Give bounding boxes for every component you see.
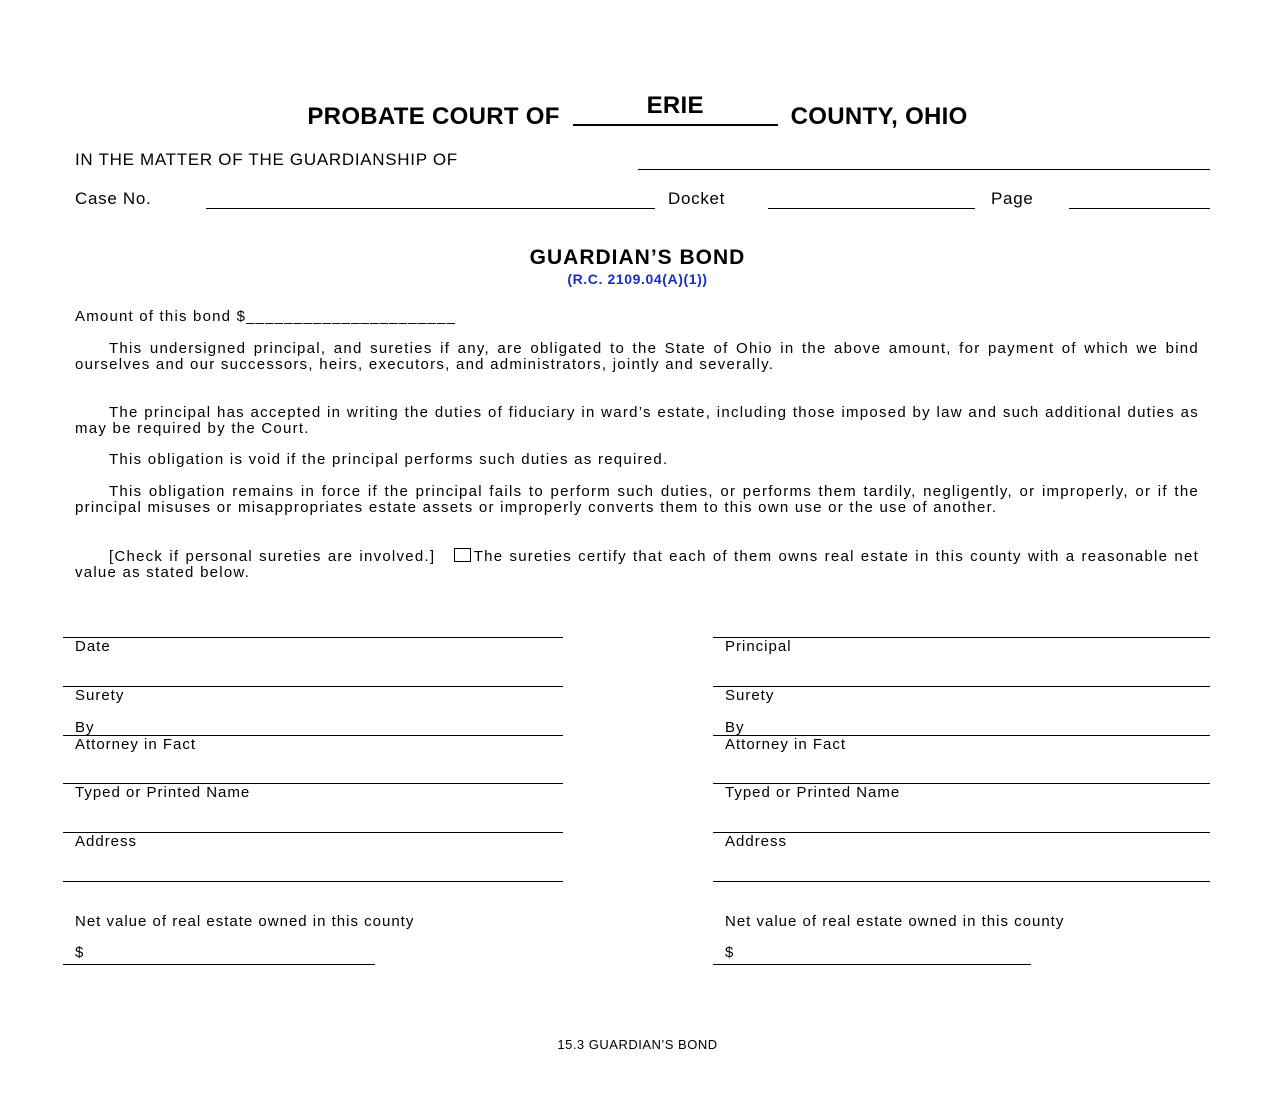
obligation-paragraph: This undersigned principal, and sureties if any, are obligated to the State of Ohio in the above amount, for payment of which we bind ourselves and our successors, heirs, executors, and administrators, jointly and severally.	[75, 340, 1199, 373]
county-field[interactable]	[573, 92, 778, 126]
form-title: GUARDIAN’S BOND	[529, 246, 746, 269]
void-paragraph: This obligation is void if the principal performs such duties as required.	[109, 451, 669, 468]
force-paragraph: This obligation remains in force if the principal fails to perform such duties, or performs them tardily, negligently, or improperly, or if the principal misuses or misappropriates estate assets or improperly converts them to this own use or the use of another.	[75, 483, 1199, 516]
form-footer-id: 15.3 GUARDIAN’S BOND	[557, 1037, 718, 1052]
surety-paragraph	[75, 548, 1199, 581]
principal-label: Principal	[725, 638, 792, 655]
date-label: Date	[75, 638, 111, 655]
duties-paragraph: The principal has accepted in writing the duties of fiduciary in ward’s estate, including those imposed by law and such additional duties as may be required by the Court.	[75, 404, 1199, 437]
bond-amount-field[interactable]: Amount of this bond $______________________	[75, 308, 457, 325]
court-title	[0, 92, 1275, 131]
net-value-label-right: Net value of real estate owned in this county	[725, 913, 1065, 930]
by-label-right: By	[725, 719, 745, 736]
county-value: ERIE	[646, 92, 704, 119]
date-line[interactable]	[63, 637, 563, 638]
typed-name-label-left: Typed or Printed Name	[75, 784, 251, 801]
address-label-left: Address	[75, 833, 138, 850]
address-line2-left[interactable]	[63, 881, 563, 882]
matter-label: IN THE MATTER OF THE GUARDIANSHIP OF	[75, 150, 458, 169]
page-label: Page	[991, 189, 1034, 208]
statute-reference: (R.C. 2109.04(A)(1))	[567, 271, 708, 287]
surety-label-right: Surety	[725, 687, 775, 704]
surety-label-left: Surety	[75, 687, 125, 704]
case-field[interactable]	[206, 208, 655, 209]
net-value-line-left[interactable]	[63, 964, 375, 965]
net-value-line-right[interactable]	[713, 964, 1031, 965]
case-label: Case No.	[75, 189, 152, 208]
surety-check-prefix: [Check if personal sureties are involved.]	[109, 548, 436, 565]
address-label-right: Address	[725, 833, 788, 850]
dollar-sign-left: $	[75, 944, 85, 961]
attorney-label-right: Attorney in Fact	[725, 736, 847, 753]
docket-label: Docket	[668, 189, 726, 208]
page-field[interactable]	[1069, 208, 1210, 209]
court-suffix: COUNTY, OHIO	[790, 103, 968, 130]
by-label-left: By	[75, 719, 95, 736]
dollar-sign-right: $	[725, 944, 735, 961]
attorney-label-left: Attorney in Fact	[75, 736, 197, 753]
net-value-label-left: Net value of real estate owned in this county	[75, 913, 415, 930]
typed-name-label-right: Typed or Printed Name	[725, 784, 901, 801]
docket-field[interactable]	[768, 208, 975, 209]
court-prefix: PROBATE COURT OF	[307, 103, 560, 130]
address-line2-right[interactable]	[713, 881, 1210, 882]
address-line-right[interactable]	[713, 832, 1210, 833]
surety-line-left[interactable]	[63, 686, 563, 687]
surety-line-right[interactable]	[713, 686, 1210, 687]
address-line-left[interactable]	[63, 832, 563, 833]
surety-check-text: The sureties certify that each of them owns real estate in this county with a reasonable net value as stated below.	[75, 548, 1199, 581]
matter-field[interactable]	[638, 169, 1210, 170]
surety-checkbox[interactable]	[454, 548, 471, 562]
